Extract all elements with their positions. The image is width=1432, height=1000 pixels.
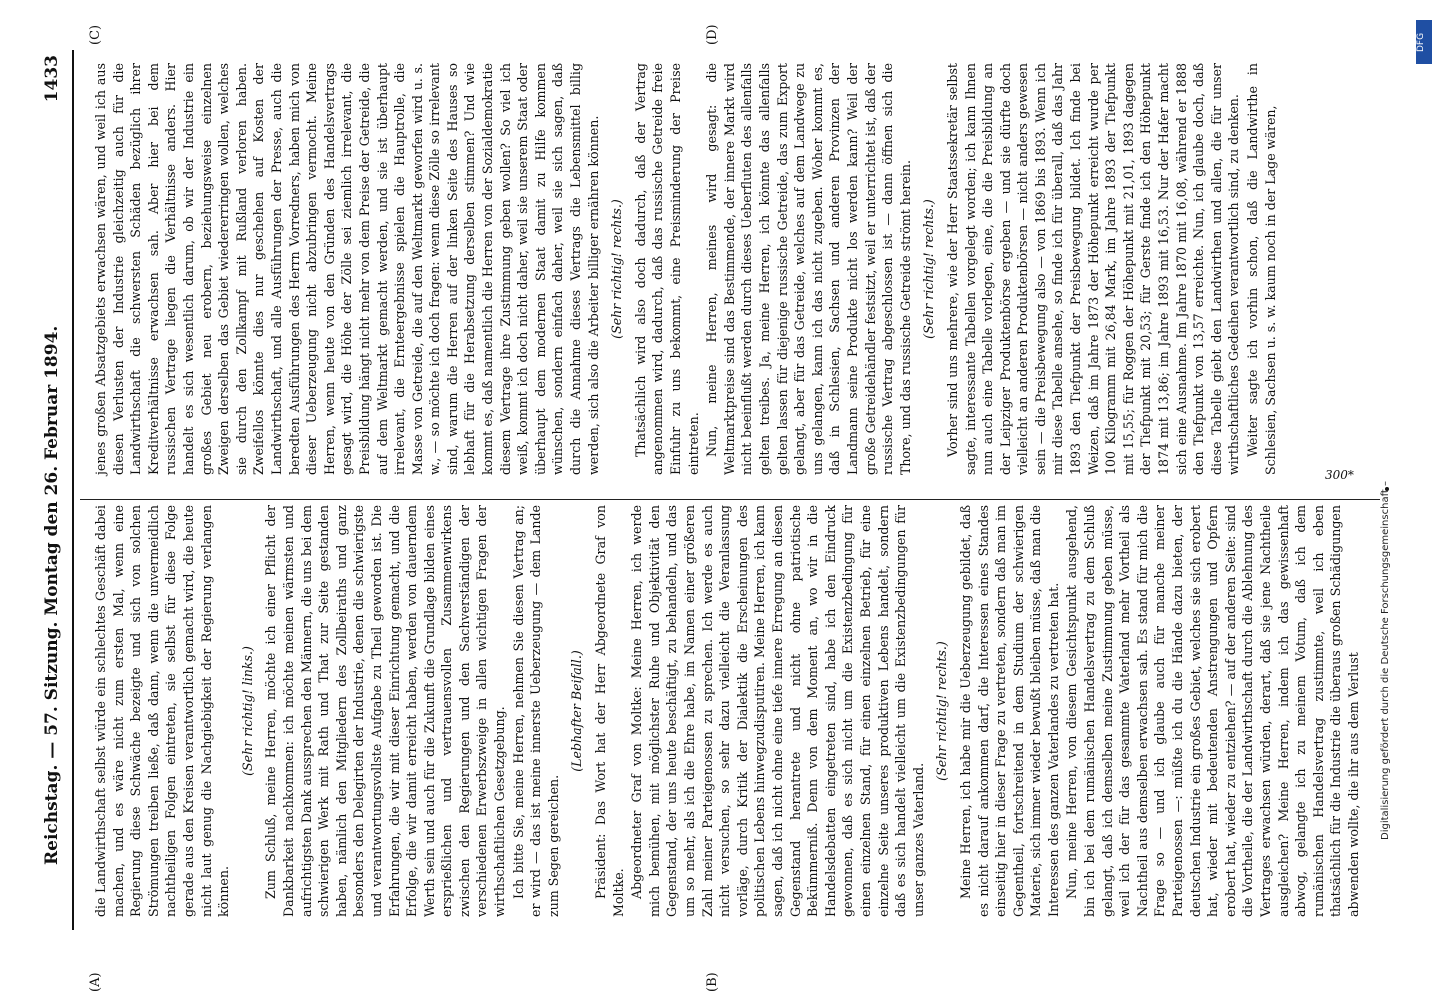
paragraph: Meine Herren, ich habe mir die Ueberzeugung gebildet, daß es nicht darauf ankommen darf, die Interessen eines Standes einseitig hier in dieser Frage zu vertreten, sondern daß man im Gegentheil, fortschreitend in dem Studium der schwierigen Materie, sich immer wieder bewußt bleiben müsse, daß man die Interessen des ganzen Vaterlandes zu vertreten hat. <box>957 505 1061 917</box>
paragraph: Zum Schluß, meine Herren, möchte ich einer Pflicht der Dankbarkeit nachkommen: ich möchte meinen wärmsten und aufrichtigsten Dank aussprechen den Männern, die uns bei dem schwierigen Werk mit Rath und That zur Seite gestanden haben, nämlich den Mitgliedern des Zollbeiraths und ganz besonders den Delegirten der Industrie, denen die schwierigste und verantwortungsvollste Aufgabe zu Theil geworden ist. Die Erfahrungen, die wir mit dieser Einrichtung gemacht, und die Erfolge, die wir damit erreicht haben, werden von dauerndem Werth sein und auch für die Zukunft die Grundlage bilden eines ersprießlichen und vertrauensvollen Zusammenwirkens zwischen den Regierungen und den Sachverständigen der verschiedenen Erwerbszweige in allen wichtigen Fragen der wirthschaftlichen Gesetzgebung. <box>263 505 508 917</box>
left-column <box>92 505 1364 917</box>
header-rule <box>72 50 74 930</box>
page-number: 1433 <box>42 55 62 103</box>
paragraph: jenes großen Absatzgebiets erwachsen wären, und weil ich aus diesen Verlusten der Industrie gleichzeitig auch für die Landwirthschaft die schwersten Schäden bezüglich ihrer Kreditverhältnisse erwachsen sah. Aber hier bei dem russischen Vertrage liegen die Verhältnisse anders. Hier handelt es sich wesentlich darum, ob wir der Industrie ein großes Gebiet neu erobern, beziehungsweise einzelnen Zweigen derselben das Gebiet wiedererringen wollen, welches sie durch den Zollkampf mit Rußland verloren haben. Zweifellos könnte dies nur geschehen auf Kosten der Landwirthschaft, und alle Ausführungen der Presse, auch die beredten Ausführungen des Herrn Vorredners, haben mich von dieser Ueberzeugung nicht abzubringen vermocht. Meine Herren, wenn heute von den Gründen des Handelsvertrags gesagt wird, die Höhe der Zölle sei ziemlich irrelevant, die Preisbildung hängt nicht mehr von dem Preise der Getreide, die auf dem Weltmarkt gemacht werden, und sie ist überhaupt irrelevant, die Ernteergebnisse spielen die Hauptrolle, die Masse von Getreide, die auf den Weltmarkt geworfen wird u. s. w., — so möchte ich doch fragen: wenn diese Zölle so irrelevant sind, warum die Herren auf der linken Seite des Hauses so lebhaft für die Herabsetzung derselben stimmen? Und wie kommt es, daß namentlich die Herren von der Sozialdemokratie diesem Vertrage ihre Zustimmung geben wollen? So viel ich weiß, kommt ich doch nicht daher, weil sie unserem Staat oder überhaupt dem modernen Staat damit zu Hilfe kommen wünschen, sondern einfach daher, weil sie sich sagen, daß durch die Annahme dieses Vertrags die Lebensmittel billig werden, sich also die Arbeiter billiger ernähren können. <box>93 63 601 475</box>
margin-a: (A) <box>88 972 103 992</box>
right-column <box>92 63 1280 475</box>
digitization-note: Digitalisierung gefördert durch die Deutsche Forschungsgemeinschaft – <box>1380 480 1391 840</box>
paragraph: Thatsächlich wird also doch dadurch, daß der Vertrag angenommen wird, dadurch, daß das russische Getreide freie Einfuhr zu uns bekommt, eine Preisminderung der Preise eintreten. <box>632 63 701 475</box>
interjection: (Lebhafter Beifall.) <box>569 650 585 772</box>
paragraph: Nun, meine Herren, meines wird gesagt: die Weltmarktpreise sind das Bestimmende, der innere Markt wird nicht beeinflußt werden durch dieses Ueberfluten des allenfalls gelten treibes. Ja, meine Herren, ich könnte das allenfalls gelten lassen für diejenige russische Getreide, das zum Export gelangt, aber für das Getreide, welches auf dem Landwege zu uns gelangen, kann ich das nicht zugeben. Woher kommt es, daß in Schlesien, Sachsen und anderen Provinzen der Landmann seine Produkte nicht los werden kann? Weil der große Getreidehändler festsitzt, weil er unterrichtet ist, daß der russische Vertrag abgeschlossen ist — dann öffnen sich die Thore, und das russische Getreide strömt herein. <box>704 63 913 475</box>
paragraph: Nun, meine Herren, von diesem Gesichtspunkt ausgehend, bin ich bei dem rumänischen Handelsvertrag zu dem Schluß gelangt, daß ich demselben meine Zustimmung geben müsse, weil ich der für das gesammte Vaterland mehr Vortheil als Nachtheil aus demselben erwachsen sah. Es stand für mich die Frage so — und ich glaube auch für manche meiner Parteigenossen —: müßte ich du die Hände dazu bieten, der deutschen Industrie ein großes Gebiet, welches sie sich erobert hat, wieder mit bedeutenden Anstrengungen und Opfern erobert hat, wieder zu entziehen? — auf der anderen Seite: sind die Vortheile, die der Landwirthschaft durch die Ablehnung des Vertrages erwachsen würden, derart, daß sie jene Nachtheile ausgleichen? Meine Herren, indem ich das gewissenhaft abwog, gelangte ich zu meinem Votum, daß ich dem rumänischen Handelsvertrag zustimmte, weil ich eben thatsächlich für die Industrie die überaus großen Schädigungen abwenden wollte, die ihr aus dem Verlust <box>1064 505 1361 917</box>
paragraph: die Landwirthschaft selbst würde ein schlechtes Geschäft dabei machen, und es wäre nicht zum ersten Mal, wenn eine Regierung diese Schwäche bezeigte und sich von solchen Strömungen treiben ließe, daß dann, wenn die unvermeidlich nachtheiligen Folgen eintreten, sie selbst für diese Folge gerade aus den Kreisen verantwortlich gemacht wird, die heute nicht laut genug die Nachgiebigkeit der Regierung verlangen können. <box>93 505 232 917</box>
interjection: (Sehr richtig! rechts.) <box>934 641 950 781</box>
margin-c: (C) <box>88 24 103 45</box>
paragraph: Präsident: Das Wort hat der Herr Abgeordnete Graf von Moltke. <box>593 505 626 917</box>
interjection: (Sehr richtig! rechts.) <box>921 199 937 339</box>
page-header <box>40 20 70 970</box>
header-title: Reichstag. — 57. Sitzung. Montag den 26. Februar 1894. <box>42 325 62 865</box>
margin-d: (D) <box>705 24 720 45</box>
column-divider <box>80 499 1380 500</box>
paragraph: Vorher sind uns mehrere, wie der Herr Staatssekretär selbst sagte, interessante Tabellen vorgelegt worden; ich kann Ihnen nun auch eine Tabelle vorlegen, eine, die die Preisbildung an der Leipziger Produktenbörse ergeben — und sie dürfte doch vielleicht an anderen Produktenbörsen — nicht anders gewesen sein — die Preisbewegung also — von 1869 bis 1893. Wenn ich mir diese Tabelle ansehe, so finde ich für überall, daß das Jahr 1893 den Tiefpunkt der Preisbewegung bildet. Ich finde bei Weizen, daß im Jahre 1873 der Höhepunkt erreicht wurde per 100 Kilogramm mit 26,84 Mark, im Jahre 1893 der Tiefpunkt mit 15,55; für Roggen der Höhepunkt mit 21,01, 1893 dagegen der Tiefpunkt mit 20,53; für Gerste finde ich den Höhepunkt 1874 mit 13,86; im Jahre 1893 mit 16,53. Nur der Hafer macht sich eine Ausnahme. Im Jahre 1870 mit 16,08, während er 1888 den Tiefpunkt von 13,57 erreichte. Nun, ich glaube doch, daß diese Tabelle giebt den Landwirthen und allen, die für unser wirthschaftliches Gedeihen verantwortlich sind, zu denken. <box>944 63 1242 475</box>
margin-b: (B) <box>705 972 720 992</box>
paragraph: Abgeordneter Graf von Moltke: Meine Herren, ich werde mich bemühen, mit möglichster Ruhe und Objektivität den Gegenstand, der uns heute beschäftigt, zu behandeln, und das um so mehr, als ich die Ehre habe, im Namen einer größeren Zahl meiner Parteigenossen zu sprechen. Ich werde es auch nicht versuchen, so sehr dazu vielleicht die Veranlassung vorläge, durch Kritik der Dialektik die Erscheinungen des politischen Lebens hinwegzudisputiren. Meine Herren, ich kann sagen, daß ich nicht ohne eine tiefe innere Erregung an diesen Gegenstand herantrete und nicht ohne patriotische Bekümmerniß. Denn von dem Moment an, wo wir in die Handelsdebatten eingetreten sind, habe ich den Eindruck gewonnen, daß es sich nicht um die Existenzbedingung für einen einzelnen Stand, für einen einzelnen Betrieb, für eine einzelne Seite unseres produktiven Lebens handelt, sondern daß es sich handelt vielleicht um die Existenzbedingungen für unser ganzes Vaterland. <box>629 505 926 917</box>
dfg-logo: DFG <box>1416 20 1432 64</box>
interjection: (Sehr richtig! rechts.) <box>609 199 625 339</box>
paragraph: Weiter sagte ich vorhin schon, daß die Landwirthe in Schlesien, Sachsen u. s. w. kaum noch in der Lage wären, <box>1245 63 1278 475</box>
page-signature: 300* <box>1325 468 1354 482</box>
interjection: (Sehr richtig! links.) <box>239 646 255 776</box>
paragraph: Ich bitte Sie, meine Herren, nehmen Sie diesen Vertrag an; er wird — das ist meine innerste Ueberzeugung — dem Lande zum Segen gereichen. <box>510 505 561 917</box>
